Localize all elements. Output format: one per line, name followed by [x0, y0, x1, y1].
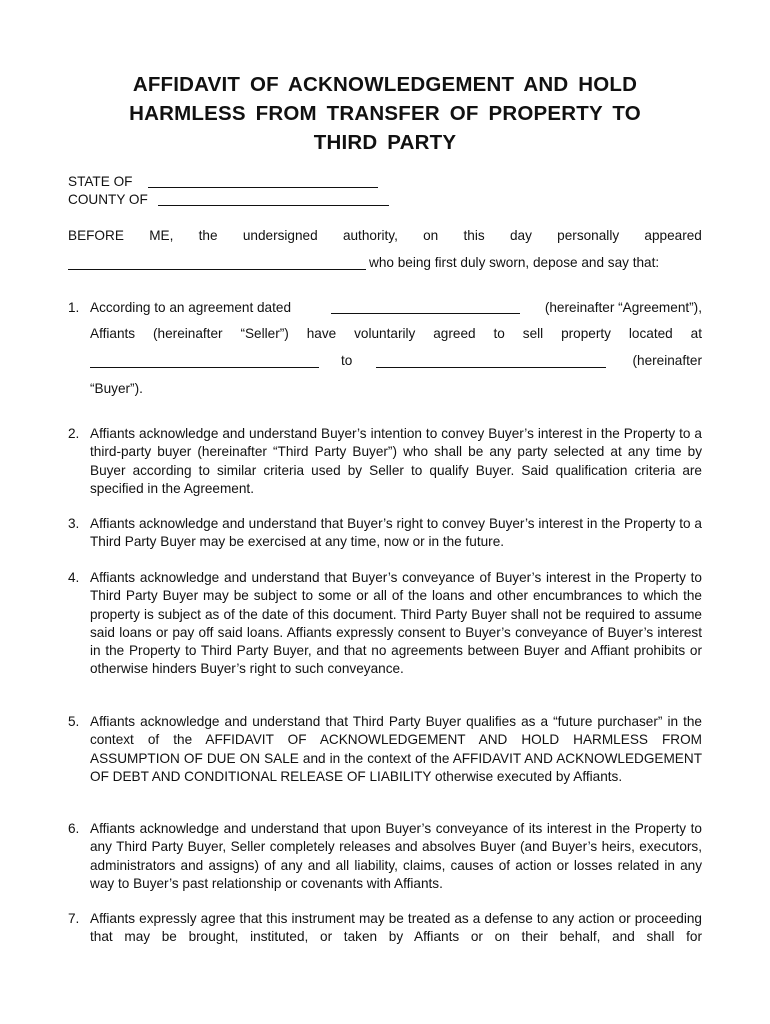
- intro-word: the: [198, 228, 218, 243]
- intro-word: day: [509, 228, 532, 243]
- item-1-line-4: “Buyer”).: [90, 381, 143, 396]
- item-6-text: Affiants acknowledge and understand that upon Buyer’s conveyance of its interest in the Property to any Third Party Buyer, Seller completely releases and absolves Buyer (and Buyer’s heirs, executors, administrators and assigns) of any and all liability, claims, causes of action or losses related in any way to Buyer’s past relationship or covenants with Affiants.: [90, 821, 702, 891]
- item-5-text: Affiants acknowledge and understand that Third Party Buyer qualifies as a “future purchaser” in the context of the AFFIDAVIT OF ACKNOWLEDGEMENT AND HOLD HARMLESS FROM ASSUMPTION OF DUE ON SALE and in the context of the AFFIDAVIT AND ACKNOWLEDGEMENT OF DEBT AND CONDITIONAL RELEASE OF LIABILITY otherwise executed by Affiants.: [90, 714, 702, 784]
- intro-word: appeared: [644, 228, 702, 243]
- item-number: 2.: [68, 426, 80, 441]
- item-number: 4.: [68, 570, 80, 585]
- item-1-word: sell: [522, 326, 544, 341]
- intro-line-2: who being first duly sworn, depose and say that:: [369, 255, 660, 270]
- item-2-text: Affiants acknowledge and understand Buyer’s intention to convey Buyer’s interest in the Property to a third-party buyer (hereinafter “Third Party Buyer”) who shall be any party selected at any time by Buyer according to similar criteria used by Seller to qualify Buyer. Said qualification criteria are specified in the Agreement.: [90, 426, 702, 496]
- intro-word: BEFORE: [68, 228, 124, 243]
- intro-word: undersigned: [242, 228, 318, 243]
- intro-word: personally: [557, 228, 620, 243]
- buyer-name-blank-line[interactable]: [376, 367, 606, 368]
- item-1-to: to: [341, 353, 353, 368]
- item-1-word: property: [561, 326, 611, 341]
- item-4-text: Affiants acknowledge and understand that Buyer’s conveyance of Buyer’s interest in the Property to Third Party Buyer may be subject to some or all of the loans and other encumbrances to which the property is subject as of the date of this document. Third Party Buyer shall not be required to assume said loans or pay off said loans. Affiants expressly consent to Buyer’s conveyance of Buyer’s interest in the Property to Third Party Buyer, and that no agreements between Buyer and Affiant prohibits or otherwise hinders Buyer’s right to such conveyance.: [90, 570, 702, 677]
- county-blank-line[interactable]: [158, 205, 389, 206]
- state-label: STATE OF: [68, 174, 133, 189]
- item-1-line-2: [90, 325, 702, 343]
- item-number: 1.: [68, 300, 80, 315]
- item-3-text: Affiants acknowledge and understand that Buyer’s right to convey Buyer’s interest in the Property to a Third Party Buyer may be exercised at any time, now or in the future.: [90, 516, 702, 550]
- item-1-word: (hereinafter: [153, 326, 223, 341]
- item-number: 7.: [68, 911, 80, 926]
- item-1-word: voluntarily: [354, 326, 416, 341]
- intro-line-1: [68, 227, 702, 245]
- item-1-word: located: [628, 326, 673, 341]
- affiant-name-blank-line[interactable]: [68, 269, 366, 270]
- item-7-text: Affiants expressly agree that this instrument may be treated as a defense to any action or proceeding that may be brought, instituted, or taken by Affiants or on their behalf, and shall for: [90, 911, 702, 945]
- state-blank-line[interactable]: [148, 187, 378, 188]
- item-1-word: at: [690, 326, 702, 341]
- item-1-word: “Seller”): [240, 326, 289, 341]
- intro-word: ME,: [149, 228, 174, 243]
- title-line-3: THIRD PARTY: [313, 131, 457, 154]
- item-1-word: to: [493, 326, 505, 341]
- intro-word: this: [463, 228, 485, 243]
- item-number: 3.: [68, 516, 80, 531]
- intro-word: on: [423, 228, 439, 243]
- item-number: 6.: [68, 821, 80, 836]
- county-label: COUNTY OF: [68, 192, 148, 207]
- item-1-word: Affiants: [90, 326, 136, 341]
- item-1-line-1a: According to an agreement dated: [90, 300, 292, 315]
- item-1-line-3-end: (hereinafter: [632, 353, 702, 368]
- intro-word: authority,: [342, 228, 398, 243]
- agreement-date-blank-line[interactable]: [331, 313, 520, 314]
- item-1-line-1b: (hereinafter “Agreement”),: [544, 300, 702, 315]
- item-1-word: agreed: [433, 326, 476, 341]
- document-title: [60, 70, 710, 157]
- item-number: 5.: [68, 714, 80, 729]
- property-location-blank-line[interactable]: [90, 367, 319, 368]
- title-line-2: HARMLESS FROM TRANSFER OF PROPERTY TO: [129, 102, 641, 125]
- title-line-1: AFFIDAVIT OF ACKNOWLEDGEMENT AND HOLD: [132, 73, 638, 96]
- item-1-word: have: [306, 326, 337, 341]
